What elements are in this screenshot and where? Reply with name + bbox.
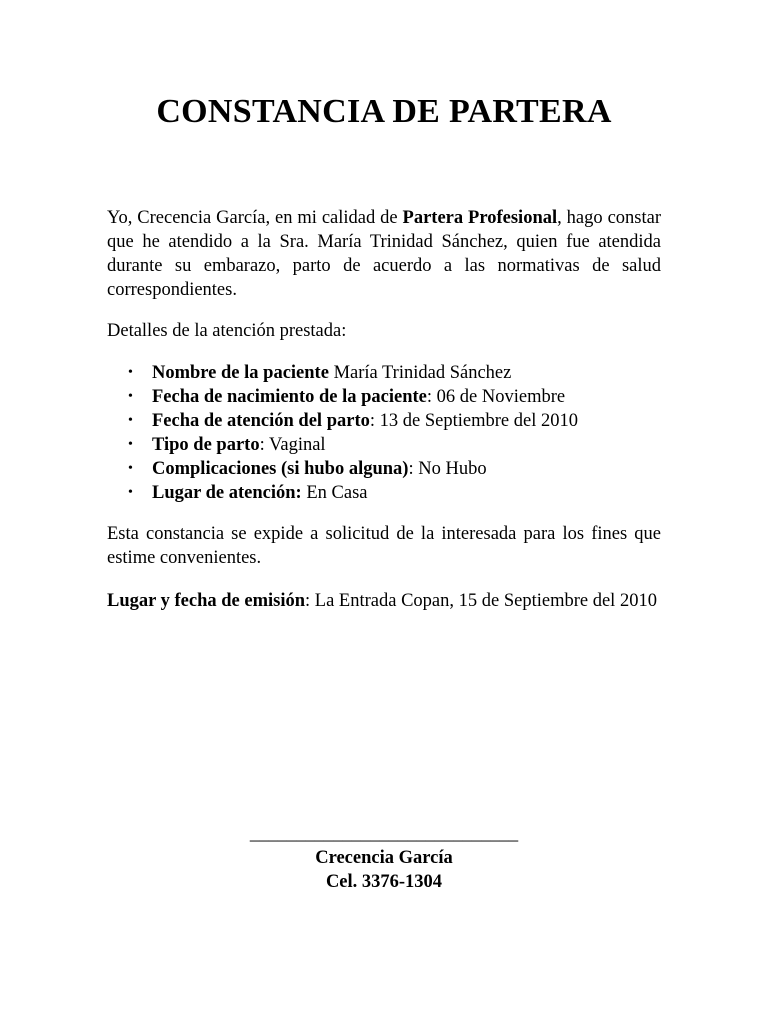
emision-label: Lugar y fecha de emisión — [107, 591, 306, 611]
item-sep: : — [369, 411, 380, 431]
item-label: Lugar de atención: — [152, 483, 302, 503]
signature-block — [0, 822, 768, 894]
intro-bold-role: Partera Profesional — [402, 208, 558, 228]
details-heading: Detalles de la atención prestada: — [107, 321, 347, 341]
list-item-atencion — [107, 409, 661, 433]
item-label: Fecha de nacimiento de la paciente — [152, 387, 427, 407]
intro-paragraph — [107, 206, 661, 302]
bullet-icon: • — [128, 485, 133, 500]
bullet-icon: • — [128, 437, 133, 452]
emision-paragraph — [107, 589, 661, 613]
item-label: Tipo de parto — [152, 435, 260, 455]
intro-text-start: Yo, Crecencia García, en mi calidad de — [107, 208, 403, 228]
bullet-icon: • — [128, 461, 133, 476]
details-list — [107, 361, 661, 505]
item-value: María Trinidad Sánchez — [333, 363, 512, 383]
emision-sep: : — [305, 591, 315, 611]
list-item-nacimiento — [107, 385, 661, 409]
item-value: En Casa — [306, 483, 368, 503]
item-sep: : — [259, 435, 270, 455]
item-sep: : — [408, 459, 419, 479]
signature-name: Crecencia García — [315, 848, 453, 868]
bullet-icon: • — [128, 365, 133, 380]
list-item-lugar — [107, 481, 661, 505]
signature-line: _____________________________ — [249, 824, 519, 844]
list-item-nombre — [107, 361, 661, 385]
document-title: CONSTANCIA DE PARTERA — [156, 93, 612, 130]
emision-value: La Entrada Copan, 15 de Septiembre del 2010 — [314, 591, 657, 611]
item-value: No Hubo — [418, 459, 487, 479]
bullet-icon: • — [128, 389, 133, 404]
item-label: Fecha de atención del parto — [152, 411, 370, 431]
closing-paragraph: Esta constancia se expide a solicitud de la interesada para los fines que estime convenientes. — [107, 524, 661, 568]
item-value: Vaginal — [269, 435, 326, 455]
item-value: 06 de Noviembre — [436, 387, 566, 407]
signature-phone: Cel. 3376-1304 — [325, 872, 443, 892]
item-label: Nombre de la paciente — [152, 363, 329, 383]
bullet-icon: • — [128, 413, 133, 428]
intro-text-end: , hago constar que he atendido a la Sra. María Trinidad Sánchez, quien fue atendida durante su embarazo, parto de acuerdo a las normativas de salud correspondientes. — [107, 208, 661, 300]
list-item-complicaciones — [107, 457, 661, 481]
item-label: Complicaciones (si hubo alguna) — [152, 459, 409, 479]
item-sep: : — [426, 387, 437, 407]
item-value: 13 de Septiembre del 2010 — [379, 411, 578, 431]
list-item-tipo — [107, 433, 661, 457]
